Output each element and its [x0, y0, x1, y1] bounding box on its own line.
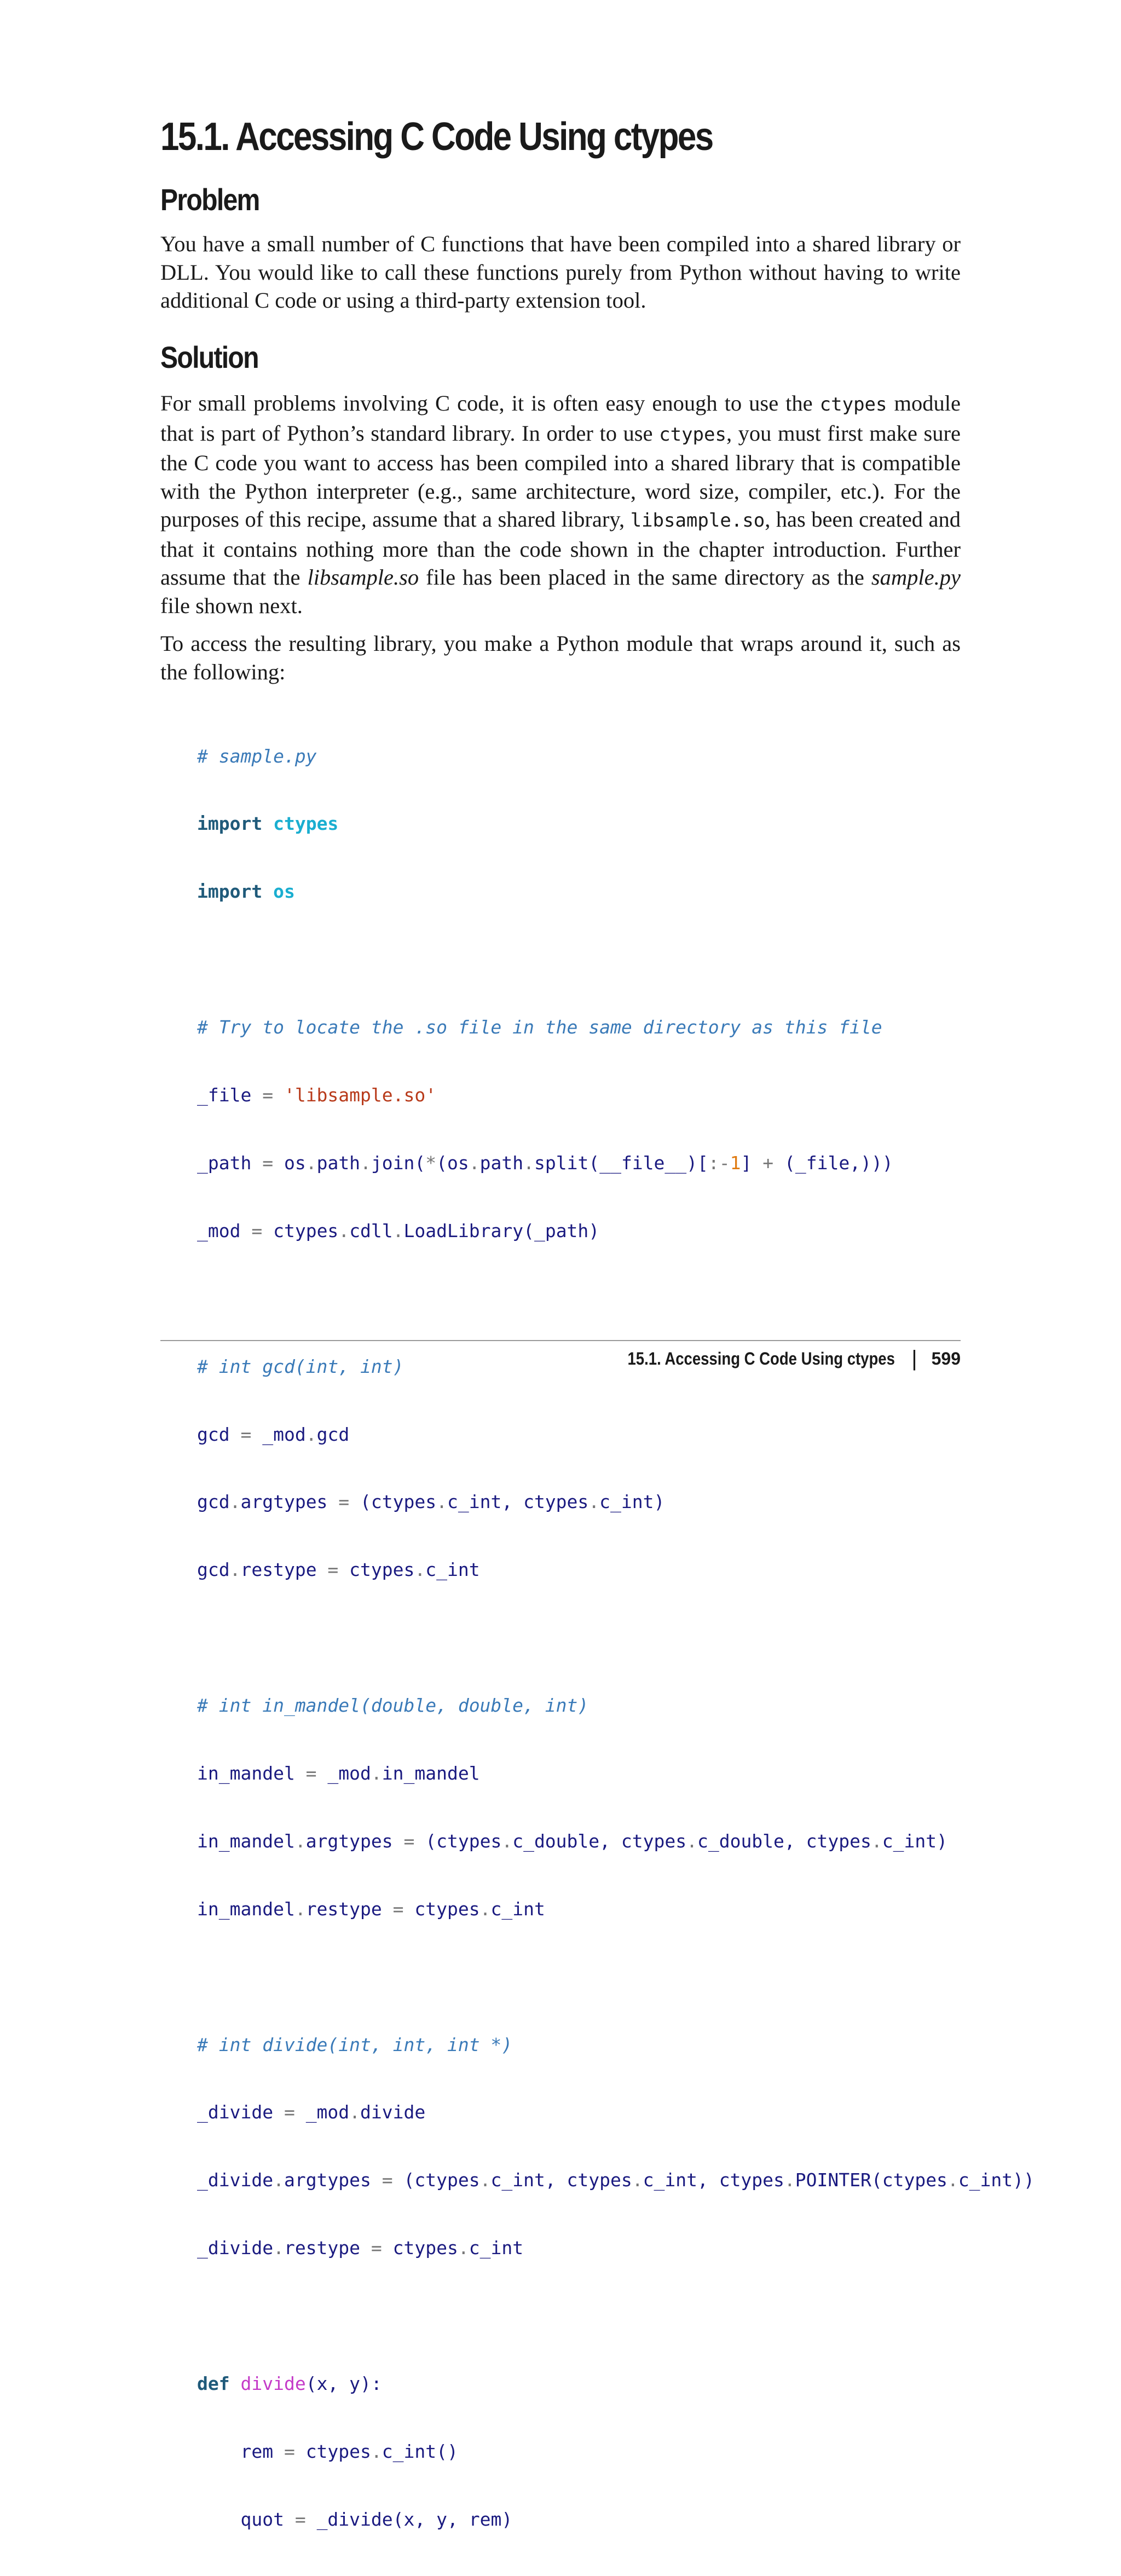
emphasis: sample.py — [871, 565, 961, 590]
code-line: import ctypes — [197, 813, 339, 835]
code-line: in_mandel.restype = ctypes.c_int — [197, 1898, 545, 1920]
code-line — [197, 948, 974, 971]
code-line: _divide.argtypes = (ctypes.c_int, ctypes.c_int, ctypes.POINTER(ctypes.c_int)) — [197, 2169, 1035, 2191]
emphasis: libsample.so — [307, 565, 419, 590]
code-line: in_mandel = _mod.in_mandel — [197, 1762, 480, 1784]
section-title: 15.1. Accessing C Code Using ctypes — [160, 115, 713, 159]
code-line — [197, 1287, 974, 1310]
solution-heading: Solution — [160, 340, 258, 374]
code-line — [197, 2304, 974, 2327]
code-line: gcd.argtypes = (ctypes.c_int, ctypes.c_int) — [197, 1491, 665, 1513]
code-line: # int in_mandel(double, double, int) — [197, 1695, 589, 1717]
code-line: _path = os.path.join(*(os.path.split(__file__)[:-1] + (_file,))) — [197, 1152, 893, 1174]
footer-separator: | — [911, 1347, 917, 1371]
solution-paragraph-2: To access the resulting library, you make a Python module that wraps around it, such as the following: — [160, 631, 961, 684]
code-line: _divide = _mod.divide — [197, 2101, 426, 2123]
code-line: _file = 'libsample.so' — [197, 1084, 437, 1106]
problem-paragraph: You have a small number of C functions that have been compiled into a shared library or DLL. You would like to call these functions purely from Python without having to write additional C code or using a third-party extension tool. — [160, 232, 961, 313]
code-line: gcd = _mod.gcd — [197, 1423, 350, 1445]
code-line: def divide(x, y): — [197, 2372, 382, 2394]
inline-code: ctypes — [659, 423, 726, 446]
code-listing — [197, 700, 1035, 2576]
inline-code: libsample.so — [630, 510, 765, 532]
footer-divider — [160, 1340, 961, 1341]
code-line: gcd.restype = ctypes.c_int — [197, 1559, 480, 1581]
code-line: # int divide(int, int, int *) — [197, 2034, 513, 2055]
code-line: import os — [197, 881, 295, 903]
code-line: quot = _divide(x, y, rem) — [197, 2508, 513, 2530]
page-number: 599 — [931, 1349, 961, 1368]
solution-paragraph-1: For small problems involving C code, it is often easy enough to use the ctypes module that is part of Python’s standard library. In order to use ctypes, you must first make sure the C code you want to access has been compiled into a shared library that is compatible with the Python interpreter (e.g., same architecture, word size, compiler, etc.). For the purposes of this recipe, assume that a shared library, libsample.so, has been created and that it contains nothing more than the code shown in the chapter introduction. Further assume that the libsample.so file has been placed in the same directory as the sample.py file shown next. — [160, 391, 961, 618]
code-line: _mod = ctypes.cdll.LoadLibrary(_path) — [197, 1220, 600, 1241]
code-line: # Try to locate the .so file in the same directory as this file — [197, 1016, 882, 1038]
inline-code: ctypes — [819, 394, 887, 415]
code-line: _divide.restype = ctypes.c_int — [197, 2237, 524, 2259]
code-line: # sample.py — [197, 745, 317, 767]
problem-heading: Problem — [160, 182, 259, 217]
code-line — [197, 1966, 974, 1988]
running-footer — [584, 1347, 961, 1371]
code-line — [197, 1626, 974, 1649]
footer-section-title: 15.1. Accessing C Code Using ctypes — [627, 1349, 895, 1368]
code-line: in_mandel.argtypes = (ctypes.c_double, ctypes.c_double, ctypes.c_int) — [197, 1830, 947, 1852]
code-line: rem = ctypes.c_int() — [197, 2440, 458, 2462]
code-line: # int gcd(int, int) — [197, 1355, 404, 1377]
